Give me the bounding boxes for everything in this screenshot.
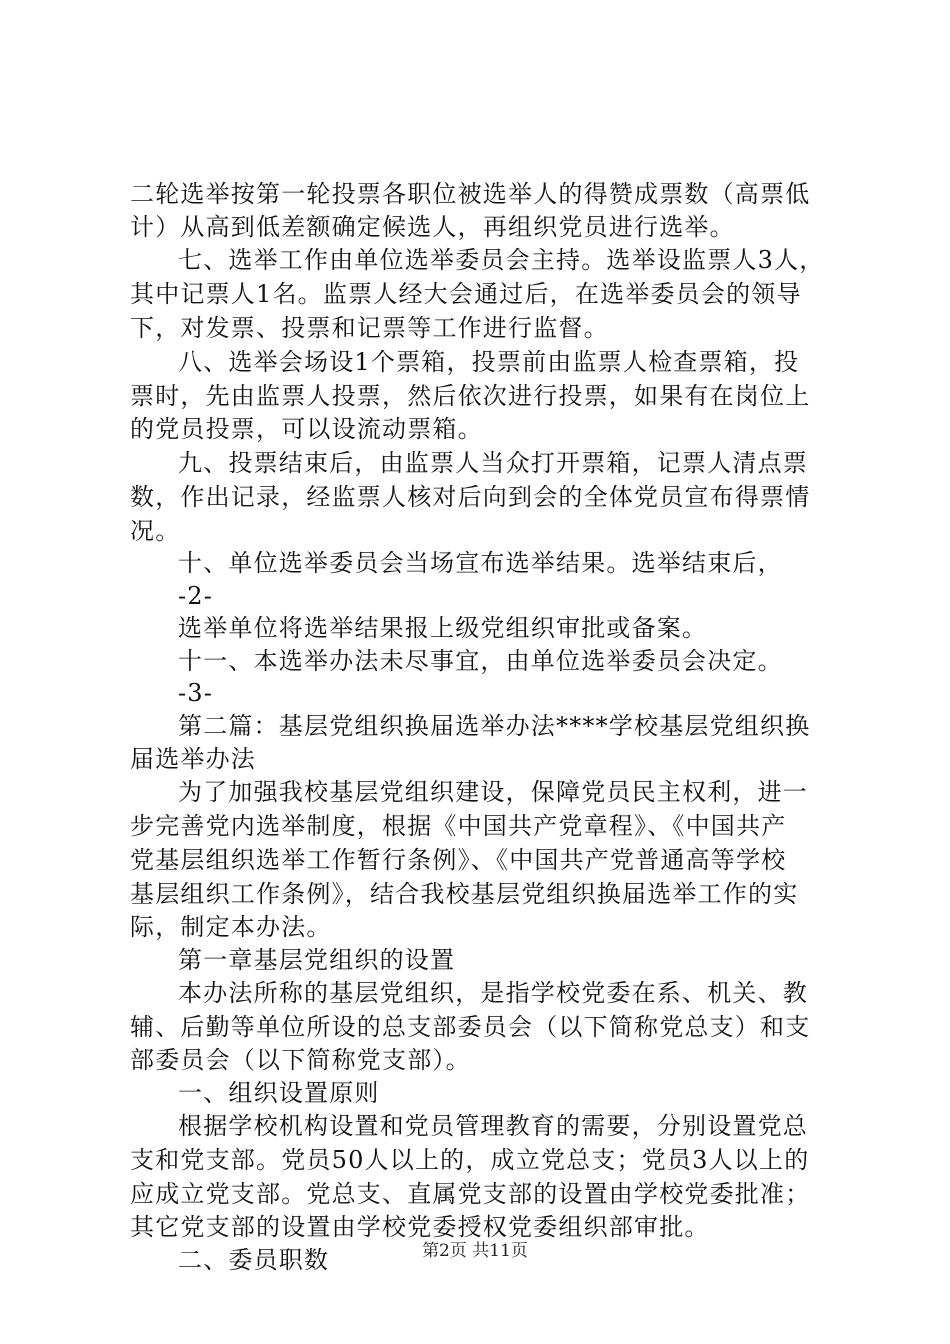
text-line: 其中记票人1名。监票人经大会通过后，在选举委员会的领导 (130, 280, 802, 308)
text-line: 下，对发票、投票和记票等工作进行监督。 (130, 314, 609, 342)
chapter-heading: 第一章基层党组织的设置 (178, 946, 456, 974)
text-line: 党基层组织选举工作暂行条例》、《中国共产党普通高等学校 (130, 846, 787, 874)
text-line: 七、选举工作由单位选举委员会主持。选举设监票人3人， (178, 246, 825, 274)
text-line: 况。 (130, 517, 181, 545)
text-line: 际，制定本办法。 (130, 913, 332, 941)
text-line: 本办法所称的基层党组织，是指学校党委在系、机关、教 (178, 979, 808, 1007)
subheading: 一、组织设置原则 (178, 1079, 380, 1107)
text-line: 十一、本选举办法未尽事宜，由单位选举委员会决定。 (178, 647, 783, 675)
section-title: 第二篇：基层党组织换届选举办法****学校基层党组织换 (178, 712, 811, 740)
text-line: 计）从高到低差额确定候选人，再组织党员进行选举。 (130, 213, 735, 241)
page-footer: 第2页 共11页 (422, 1241, 528, 1261)
text-line: 的党员投票，可以设流动票箱。 (130, 415, 483, 443)
text-line: 部委员会（以下简称党支部）。 (130, 1046, 471, 1074)
text-line: 其它党支部的设置由学校党委授权党委组织部审批。 (130, 1213, 710, 1241)
text-line: 支和党支部。党员50人以上的，成立党总支；党员3人以上的 (130, 1146, 810, 1174)
subheading: 二、委员职数 (178, 1246, 330, 1274)
text-line: 基层组织工作条例》，结合我校基层党组织换届选举工作的实 (130, 880, 799, 908)
text-line: 数，作出记录，经监票人核对后向到会的全体党员宣布得票情 (130, 483, 811, 511)
text-line: 十、单位选举委员会当场宣布选举结果。选举结束后， (178, 549, 783, 577)
page-marker: -3- (178, 679, 214, 707)
text-line: 二轮选举按第一轮投票各职位被选举人的得赞成票数（高票低 (130, 180, 811, 208)
text-line: 辅、后勤等单位所设的总支部委员会（以下简称党总支）和支 (130, 1013, 811, 1041)
text-line: 为了加强我校基层党组织建设，保障党员民主权利，进一 (178, 778, 808, 806)
text-line: 选举单位将选举结果报上级党组织审批或备案。 (178, 614, 708, 642)
text-line: 九、投票结束后，由监票人当众打开票箱，记票人清点票 (178, 449, 808, 477)
text-line: 八、选举会场设1个票箱，投票前由监票人检查票箱，投 (178, 348, 800, 376)
text-line: 根据学校机构设置和党员管理教育的需要，分别设置党总 (178, 1112, 808, 1140)
page-marker: -2- (178, 582, 214, 610)
text-line: 步完善党内选举制度，根据《中国共产党章程》、《中国共产 (130, 812, 787, 840)
text-line: 应成立党支部。党总支、直属党支部的设置由学校党委批准； (130, 1180, 811, 1208)
text-line: 票时，先由监票人投票，然后依次进行投票，如果有在岗位上 (130, 382, 811, 410)
section-title: 届选举办法 (130, 745, 256, 773)
